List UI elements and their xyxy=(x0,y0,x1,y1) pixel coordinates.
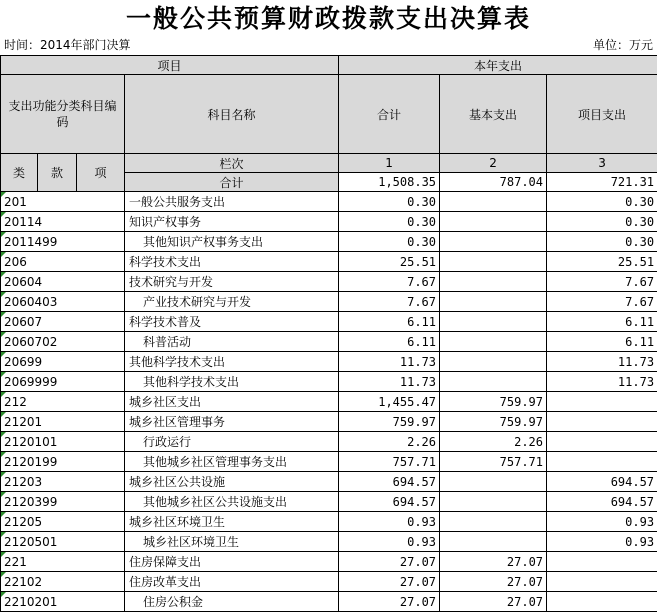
table-row xyxy=(1,212,657,232)
header-basic: 基本支出 xyxy=(440,75,547,154)
row-total: 6.11 xyxy=(339,312,440,332)
row-total: 27.07 xyxy=(339,552,440,572)
time-label: 时间：2014年部门决算 xyxy=(4,38,131,52)
row-code: 2069999 xyxy=(1,372,125,392)
row-project xyxy=(547,392,657,412)
total-label: 合计 xyxy=(125,173,339,192)
header-func-code: 支出功能分类科目编码 xyxy=(1,75,125,154)
table-row xyxy=(1,492,657,512)
total-basic: 787.04 xyxy=(440,173,547,192)
table-row xyxy=(1,592,657,612)
row-subject-name: 其他科学技术支出 xyxy=(125,352,339,372)
row-basic: 759.97 xyxy=(440,412,547,432)
table-row xyxy=(1,572,657,592)
row-subject-name: 住房保障支出 xyxy=(125,552,339,572)
row-subject-name: 行政运行 xyxy=(125,432,339,452)
row-project: 694.57 xyxy=(547,492,657,512)
table-row xyxy=(1,232,657,252)
row-total: 27.07 xyxy=(339,572,440,592)
report-title: 一般公共预算财政拨款支出决算表 xyxy=(125,4,531,33)
row-basic xyxy=(440,352,547,372)
row-subject-name: 住房公积金 xyxy=(125,592,339,612)
header-project: 项目 xyxy=(1,56,339,75)
row-subject-name: 科学技术普及 xyxy=(125,312,339,332)
row-code: 22102 xyxy=(1,572,125,592)
row-project xyxy=(547,412,657,432)
row-total: 11.73 xyxy=(339,372,440,392)
row-basic xyxy=(440,472,547,492)
row-basic: 759.97 xyxy=(440,392,547,412)
header-column-order: 栏次 xyxy=(125,154,339,173)
table-row xyxy=(1,252,657,272)
row-basic: 27.07 xyxy=(440,572,547,592)
row-subject-name: 科普活动 xyxy=(125,332,339,352)
header-current-year-expense: 本年支出 xyxy=(339,56,657,75)
row-project: 694.57 xyxy=(547,472,657,492)
row-subject-name: 科学技术支出 xyxy=(125,252,339,272)
row-project: 0.30 xyxy=(547,192,657,212)
row-project: 11.73 xyxy=(547,372,657,392)
row-total: 7.67 xyxy=(339,292,440,312)
row-code: 2210201 xyxy=(1,592,125,612)
row-subject-name: 城乡社区公共设施 xyxy=(125,472,339,492)
row-total: 1,455.47 xyxy=(339,392,440,412)
expense-table xyxy=(0,55,657,612)
row-basic xyxy=(440,212,547,232)
row-project: 7.67 xyxy=(547,272,657,292)
row-code: 21201 xyxy=(1,412,125,432)
row-subject-name: 一般公共服务支出 xyxy=(125,192,339,212)
row-code: 212 xyxy=(1,392,125,412)
row-project xyxy=(547,432,657,452)
row-subject-name: 其他城乡社区公共设施支出 xyxy=(125,492,339,512)
table-row xyxy=(1,312,657,332)
header-kuan: 款 xyxy=(38,154,77,192)
row-code: 2060702 xyxy=(1,332,125,352)
row-total: 11.73 xyxy=(339,352,440,372)
row-code: 20699 xyxy=(1,352,125,372)
row-code: 20607 xyxy=(1,312,125,332)
row-subject-name: 城乡社区支出 xyxy=(125,392,339,412)
row-subject-name: 其他知识产权事务支出 xyxy=(125,232,339,252)
total-sum: 1,508.35 xyxy=(339,173,440,192)
total-project: 721.31 xyxy=(547,173,657,192)
row-basic: 757.71 xyxy=(440,452,547,472)
row-total: 694.57 xyxy=(339,492,440,512)
row-total: 25.51 xyxy=(339,252,440,272)
row-total: 7.67 xyxy=(339,272,440,292)
row-total: 2.26 xyxy=(339,432,440,452)
row-total: 27.07 xyxy=(339,592,440,612)
row-subject-name: 城乡社区环境卫生 xyxy=(125,532,339,552)
header-row-2 xyxy=(1,75,657,154)
row-subject-name: 知识产权事务 xyxy=(125,212,339,232)
row-project: 0.93 xyxy=(547,532,657,552)
table-row xyxy=(1,532,657,552)
row-basic xyxy=(440,232,547,252)
row-basic: 27.07 xyxy=(440,592,547,612)
row-basic xyxy=(440,312,547,332)
row-code: 20604 xyxy=(1,272,125,292)
header-column-order-row xyxy=(1,154,657,173)
row-code: 201 xyxy=(1,192,125,212)
row-subject-name: 住房改革支出 xyxy=(125,572,339,592)
row-code: 2060403 xyxy=(1,292,125,312)
row-basic xyxy=(440,272,547,292)
row-basic xyxy=(440,192,547,212)
row-basic xyxy=(440,492,547,512)
table-row xyxy=(1,412,657,432)
header-total: 合计 xyxy=(339,75,440,154)
row-subject-name: 城乡社区管理事务 xyxy=(125,412,339,432)
table-row xyxy=(1,392,657,412)
table-row xyxy=(1,552,657,572)
row-total: 0.93 xyxy=(339,512,440,532)
header-col3-number: 3 xyxy=(547,154,657,173)
row-total: 759.97 xyxy=(339,412,440,432)
report-meta xyxy=(0,36,657,55)
row-basic xyxy=(440,512,547,532)
row-project: 6.11 xyxy=(547,312,657,332)
row-subject-name: 城乡社区环境卫生 xyxy=(125,512,339,532)
header-row-1 xyxy=(1,56,657,75)
table-row xyxy=(1,272,657,292)
row-total: 0.93 xyxy=(339,532,440,552)
row-subject-name: 产业技术研究与开发 xyxy=(125,292,339,312)
row-code: 2120101 xyxy=(1,432,125,452)
table-row xyxy=(1,452,657,472)
header-lei: 类 xyxy=(1,154,38,192)
header-col2-number: 2 xyxy=(440,154,547,173)
row-total: 0.30 xyxy=(339,212,440,232)
row-project xyxy=(547,552,657,572)
row-code: 21205 xyxy=(1,512,125,532)
row-project: 11.73 xyxy=(547,352,657,372)
row-project: 25.51 xyxy=(547,252,657,272)
row-project xyxy=(547,592,657,612)
table-row xyxy=(1,352,657,372)
table-row xyxy=(1,372,657,392)
table-row xyxy=(1,292,657,312)
table-row xyxy=(1,432,657,452)
row-project xyxy=(547,572,657,592)
row-subject-name: 技术研究与开发 xyxy=(125,272,339,292)
row-code: 221 xyxy=(1,552,125,572)
row-basic xyxy=(440,252,547,272)
table-row xyxy=(1,332,657,352)
row-code: 21203 xyxy=(1,472,125,492)
row-basic xyxy=(440,332,547,352)
row-basic xyxy=(440,292,547,312)
row-basic xyxy=(440,372,547,392)
header-project-expense: 项目支出 xyxy=(547,75,657,154)
table-row xyxy=(1,512,657,532)
row-basic: 27.07 xyxy=(440,552,547,572)
row-total: 0.30 xyxy=(339,192,440,212)
row-project: 0.30 xyxy=(547,232,657,252)
row-code: 2120199 xyxy=(1,452,125,472)
row-code: 2120501 xyxy=(1,532,125,552)
row-code: 2011499 xyxy=(1,232,125,252)
row-basic: 2.26 xyxy=(440,432,547,452)
row-total: 694.57 xyxy=(339,472,440,492)
row-subject-name: 其他科学技术支出 xyxy=(125,372,339,392)
row-project: 0.93 xyxy=(547,512,657,532)
row-project: 0.30 xyxy=(547,212,657,232)
row-subject-name: 其他城乡社区管理事务支出 xyxy=(125,452,339,472)
row-project: 7.67 xyxy=(547,292,657,312)
table-row xyxy=(1,472,657,492)
row-total: 6.11 xyxy=(339,332,440,352)
header-col1-number: 1 xyxy=(339,154,440,173)
row-project: 6.11 xyxy=(547,332,657,352)
table-row xyxy=(1,192,657,212)
unit-label: 单位：万元 xyxy=(592,38,653,52)
row-total: 757.71 xyxy=(339,452,440,472)
row-code: 206 xyxy=(1,252,125,272)
row-project xyxy=(547,452,657,472)
row-code: 2120399 xyxy=(1,492,125,512)
row-code: 20114 xyxy=(1,212,125,232)
row-total: 0.30 xyxy=(339,232,440,252)
header-xiang: 项 xyxy=(77,154,125,192)
header-subject-name: 科目名称 xyxy=(125,75,339,154)
row-basic xyxy=(440,532,547,552)
